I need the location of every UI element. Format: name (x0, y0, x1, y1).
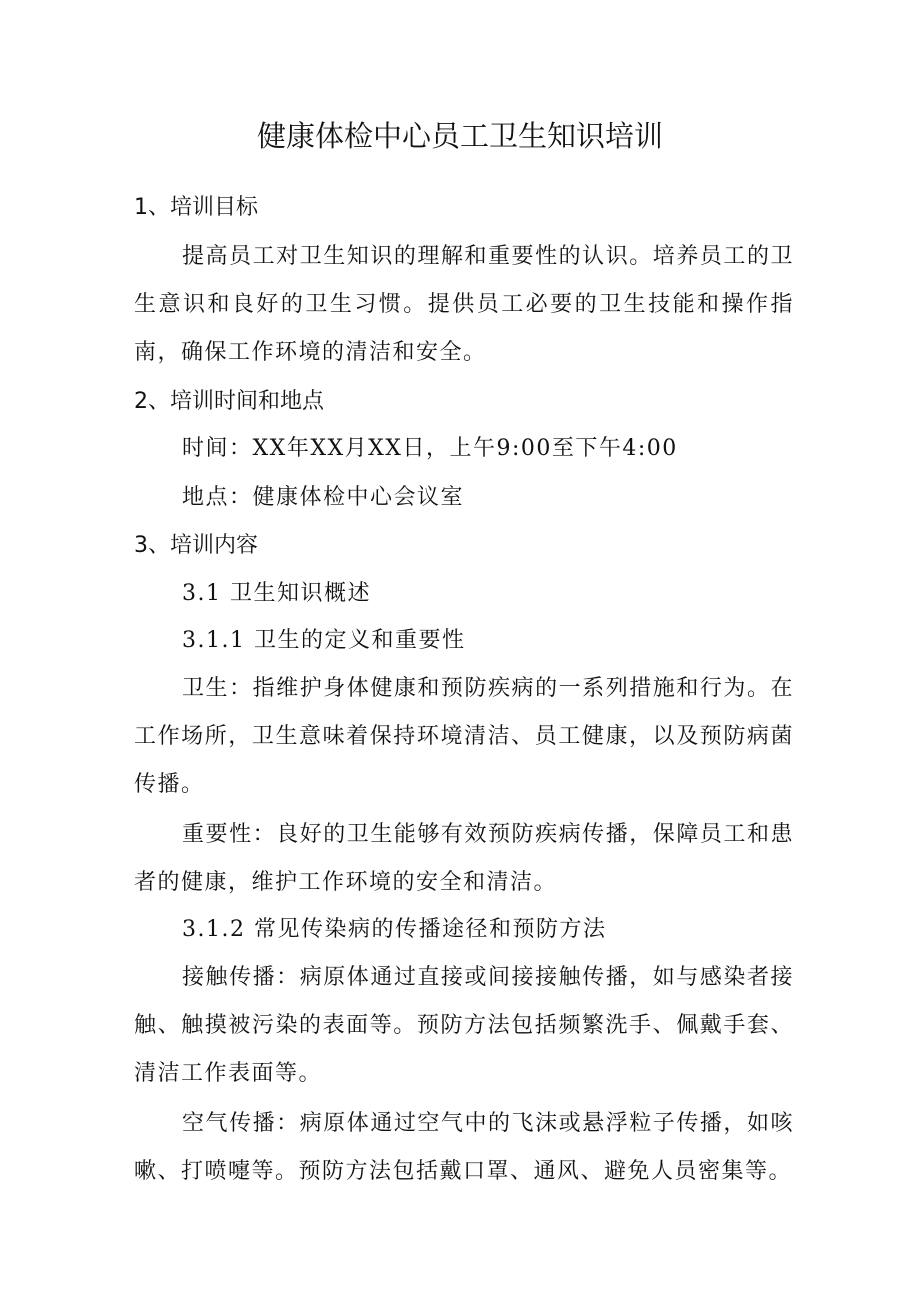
paragraph-training-goals: 提高员工对卫生知识的理解和重要性的认识。培养员工的卫生意识和良好的卫生习惯。提供员工必要的卫生技能和操作指南，确保工作环境的清洁和安全。 (134, 244, 794, 365)
paragraph-contact-transmission: 接触传播：病原体通过直接或间接接触传播，如与感染者接触、触摸被污染的表面等。预防方法包括频繁洗手、佩戴手套、清洁工作表面等。 (134, 965, 794, 1086)
section-heading-time-place: 2、培训时间和地点 (134, 389, 324, 414)
section-heading-training-goals: 1、培训目标 (134, 195, 258, 220)
paragraph-importance: 重要性：良好的卫生能够有效预防疾病传播，保障员工和患者的健康，维护工作环境的安全和清洁。 (134, 822, 794, 895)
paragraph-hygiene-definition: 卫生：指维护身体健康和预防疾病的一系列措施和行为。在工作场所，卫生意味着保持环境清洁、员工健康，以及预防病菌传播。 (134, 676, 794, 797)
subheading-3-1-1: 3.1.1 卫生的定义和重要性 (182, 628, 466, 653)
section-heading-training-content: 3、培训内容 (134, 533, 258, 558)
training-place: 地点：健康体检中心会议室 (182, 485, 465, 510)
document-title: 健康体检中心员工卫生知识培训 (256, 119, 663, 153)
subheading-3-1-2: 3.1.2 常见传染病的传播途径和预防方法 (182, 917, 607, 942)
training-time: 时间：XX年XX月XX日，上午9:00至下午4:00 (182, 436, 678, 461)
subheading-3-1: 3.1 卫生知识概述 (182, 581, 371, 606)
paragraph-airborne-transmission: 空气传播：病原体通过空气中的飞沫或悬浮粒子传播，如咳嗽、打喷嚏等。预防方法包括戴口罩、通风、避免人员密集等。 (134, 1111, 794, 1184)
